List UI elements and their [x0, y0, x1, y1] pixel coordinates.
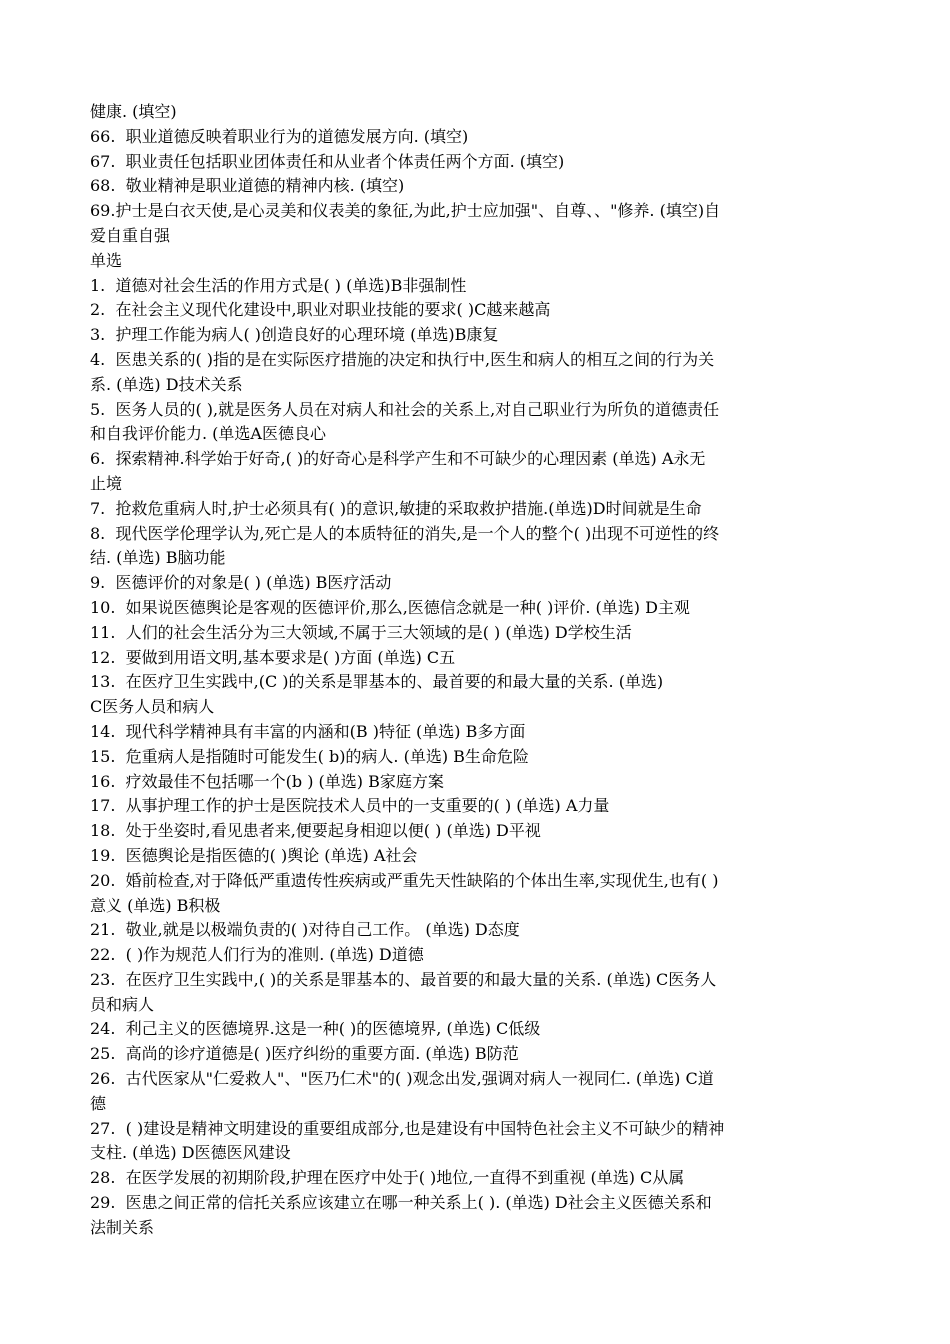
- text-line: 1. 道德对社会生活的作用方式是( ) (单选)B非强制性: [90, 275, 467, 295]
- document-page: [90, 100, 865, 1241]
- text-line: C医务人员和病人: [90, 697, 215, 717]
- text-line: 9. 医德评价的对象是( ) (单选) B医疗活动: [90, 573, 392, 593]
- text-line: 29. 医患之间正常的信托关系应该建立在哪一种关系上( ). (单选) D社会主义医德关系和: [90, 1193, 712, 1213]
- text-line: 6. 探索精神.科学始于好奇,( )的好奇心是科学产生和不可缺少的心理因素 (单选) A永无: [90, 449, 706, 469]
- text-line: 24. 利己主义的医德境界.这是一种( )的医德境界, (单选) C低级: [90, 1019, 541, 1039]
- text-line: 7. 抢救危重病人时,护士必须具有( )的意识,敏捷的采取救护措施.(单选)D时间就是生命: [90, 498, 702, 518]
- text-line: 支柱. (单选) D医德医风建设: [90, 1143, 291, 1163]
- text-line: 12. 要做到用语文明,基本要求是( )方面 (单选) C五: [90, 647, 456, 667]
- text-line: 67. 职业责任包括职业团体责任和从业者个体责任两个方面. (填空): [90, 151, 565, 171]
- text-line: 23. 在医疗卫生实践中,( )的关系是罪基本的、最首要的和最大量的关系. (单选) C医务人: [90, 969, 717, 989]
- text-line: 15. 危重病人是指随时可能发生( b)的病人. (单选) B生命危险: [90, 746, 529, 766]
- text-line: 18. 处于坐姿时,看见患者来,便要起身相迎以便( ) (单选) D平视: [90, 821, 541, 841]
- text-line: 17. 从事护理工作的护士是医院技术人员中的一支重要的( ) (单选) A力量: [90, 796, 610, 816]
- text-line: 14. 现代科学精神具有丰富的内涵和(B )特征 (单选) B多方面: [90, 721, 526, 741]
- text-line: 和自我评价能力. (单选A医德良心: [90, 424, 326, 444]
- text-line: 员和病人: [90, 994, 155, 1014]
- text-line: 5. 医务人员的( ),就是医务人员在对病人和社会的关系上,对自己职业行为所负的道德责任: [90, 399, 720, 419]
- text-line: 健康. (填空): [90, 102, 177, 121]
- text-line: 4. 医患关系的( )指的是在实际医疗措施的决定和执行中,医生和病人的相互之间的行为关: [90, 349, 715, 369]
- text-line: 26. 古代医家从"仁爱救人"、"医乃仁术"的( )观念出发,强调对病人一视同仁. (单选) C道: [90, 1069, 714, 1089]
- text-line: 单选: [90, 250, 123, 270]
- text-line: 11. 人们的社会生活分为三大领域,不属于三大领域的是( ) (单选) D学校生活: [90, 622, 632, 642]
- text-line: 爱自重自强: [90, 225, 171, 245]
- text-line: 2. 在社会主义现代化建设中,职业对职业技能的要求( )C越来越高: [90, 300, 551, 320]
- text-line: 66. 职业道德反映着职业行为的道德发展方向. (填空): [90, 126, 469, 146]
- text-line: 10. 如果说医德舆论是客观的医德评价,那么,医德信念就是一种( )评价. (单选) D主观: [90, 597, 690, 617]
- text-line: 法制关系: [90, 1217, 155, 1237]
- text-line: 结. (单选) B脑功能: [90, 548, 226, 568]
- text-line: 27. ( )建设是精神文明建设的重要组成部分,也是建设有中国特色社会主义不可缺少的精神: [90, 1118, 725, 1138]
- text-line: 25. 高尚的诊疗道德是( )医疗纠纷的重要方面. (单选) B防范: [90, 1044, 519, 1064]
- text-line: 德: [90, 1093, 107, 1113]
- text-line: 16. 疗效最佳不包括哪一个(b ) (单选) B家庭方案: [90, 771, 444, 791]
- text-line: 69.护士是白衣天使,是心灵美和仪表美的象征,为此,护士应加强"、自尊、、"修养. (填空)自: [90, 201, 721, 221]
- text-line: 3. 护理工作能为病人( )创造良好的心理环境 (单选)B康复: [90, 325, 499, 345]
- text-line: 20. 婚前检查,对于降低严重遗传性疾病或严重先天性缺陷的个体出生率,实现优生,也有( ): [90, 870, 719, 890]
- text-line: 21. 敬业,就是以极端负责的( )对待自己工作。 (单选) D态度: [90, 920, 520, 940]
- text-line: 22. ( )作为规范人们行为的准则. (单选) D道德: [90, 945, 424, 965]
- text-line: 意义 (单选) B积极: [90, 895, 221, 915]
- text-line: 13. 在医疗卫生实践中,(C )的关系是罪基本的、最首要的和最大量的关系. (单选): [90, 672, 664, 692]
- text-line: 止境: [90, 473, 123, 493]
- text-line: 8. 现代医学伦理学认为,死亡是人的本质特征的消失,是一个人的整个( )出现不可逆性的终: [90, 523, 720, 543]
- text-line: 28. 在医学发展的初期阶段,护理在医疗中处于( )地位,一直得不到重视 (单选) C从属: [90, 1168, 685, 1188]
- text-line: 系. (单选) D技术关系: [90, 374, 243, 394]
- text-line: 19. 医德舆论是指医德的( )舆论 (单选) A社会: [90, 845, 418, 865]
- text-line: 68. 敬业精神是职业道德的精神内核. (填空): [90, 176, 405, 196]
